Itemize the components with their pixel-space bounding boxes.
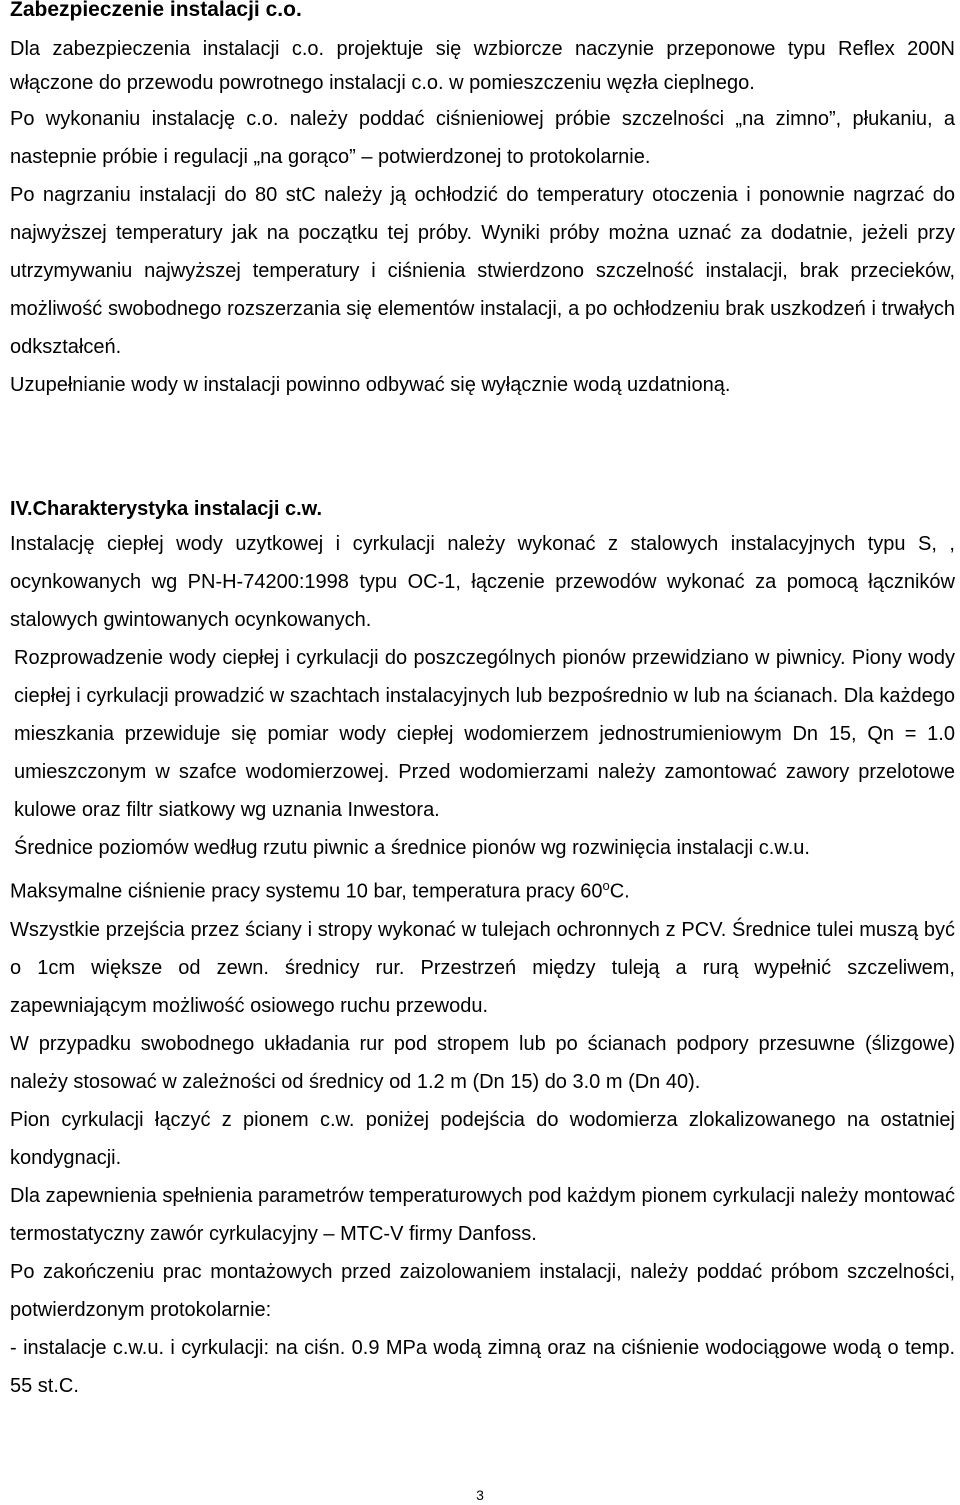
paragraph <box>10 867 955 911</box>
section-body <box>10 32 955 404</box>
section-title: IV.Charakterystyka instalacji c.w. <box>10 498 323 520</box>
paragraph: Wszystkie przejścia przez ściany i stropy wykonać w tulejach ochronnych z PCV. Średnice tulei muszą być o 1cm większe od zewn. średnicy rur. Przestrzeń między tuleją a rurą wypełnić szczeliwem, zapewniającym możliwość osiowego ruchu przewodu. <box>10 918 955 1017</box>
paragraph: Średnice poziomów według rzutu piwnic a średnice pionów wg rozwinięcia instalacji c.w.u. <box>14 837 810 859</box>
paragraph: Po zakończeniu prac montażowych przed zaizolowaniem instalacji, należy poddać próbom szczelności, potwierdzonym protokolarnie: <box>10 1260 955 1321</box>
paragraph: Dla zabezpieczenia instalacji c.o. projektuje się wzbiorcze naczynie przeponowe typu Reflex 200N włączone do przewodu powrotnego instalacji c.o. w pomieszczeniu węzła cieplnego. <box>10 38 955 94</box>
superscript: o <box>602 878 610 893</box>
text-run: C. <box>609 880 630 903</box>
text-run: Maksymalne ciśnienie pracy systemu 10 bar, temperatura pracy 60 <box>10 880 603 903</box>
paragraph: Po nagrzaniu instalacji do 80 stC należy ją ochłodzić do temperatury otoczenia i ponownie nagrzać do najwyższej temperatury jak na początku tej próby. Wyniki próby można uznać za dodatnie, jeżeli przy utrzymywaniu najwyższej temperatury i ciśnienia stwierdzono szczelność instalacji, brak przecieków, możliwość swobodnego rozszerzania się elementów instalacji, a po ochłodzeniu brak uszkodzeń i trwałych odkształceń. <box>10 184 955 358</box>
section-title: Zabezpieczenie instalacji c.o. <box>10 0 302 21</box>
section-body <box>10 525 955 1405</box>
paragraph: Instalację ciepłej wody uzytkowej i cyrkulacji należy wykonać z stalowych instalacyjnych typu S, , ocynkowanych wg PN-H-74200:1998 typu OC-1, łączenie przewodów wykonać za pomocą łączników stalowych gwintowanych ocynkowanych. <box>10 533 955 631</box>
paragraph: Uzupełnianie wody w instalacji powinno odbywać się wyłącznie wodą uzdatnioną. <box>10 374 731 396</box>
paragraph: Po wykonaniu instalację c.o. należy poddać ciśnieniowej próbie szczelności „na zimno”, płukaniu, a nastepnie próbie i regulacji „na gorąco” – potwierdzonej to protokolarnie. <box>10 108 955 168</box>
page-number: 3 <box>476 1487 484 1503</box>
paragraph: Pion cyrkulacji łączyć z pionem c.w. poniżej podejścia do wodomierza zlokalizowanego na ostatniej kondygnacji. <box>10 1108 955 1169</box>
paragraph: - instalacje c.w.u. i cyrkulacji: na ciśn. 0.9 MPa wodą zimną oraz na ciśnienie wodociągowe wodą o temp. 55 st.C. <box>10 1336 955 1397</box>
paragraph: Dla zapewnienia spełnienia parametrów temperaturowych pod każdym pionem cyrkulacji należy montować termostatyczny zawór cyrkulacyjny – MTC-V firmy Danfoss. <box>10 1184 955 1245</box>
paragraph: Rozprowadzenie wody ciepłej i cyrkulacji do poszczególnych pionów przewidziano w piwnicy. Piony wody ciepłej i cyrkulacji prowadzić w szachtach instalacyjnych lub bezpośrednio w lub na ścianach. Dla każdego mieszkania przewiduje się pomiar wody ciepłej wodomierzem jednostrumieniowym Dn 15, Qn = 1.0 umieszczonym w szafce wodomierzowej. Przed wodomierzami należy zamontować zawory przelotowe kulowe oraz filtr siatkowy wg uznania Inwestora. <box>14 647 955 821</box>
paragraph: W przypadku swobodnego układania rur pod stropem lub po ścianach podpory przesuwne (ślizgowe) należy stosować w zależności od średnicy od 1.2 m (Dn 15) do 3.0 m (Dn 40). <box>10 1032 955 1093</box>
